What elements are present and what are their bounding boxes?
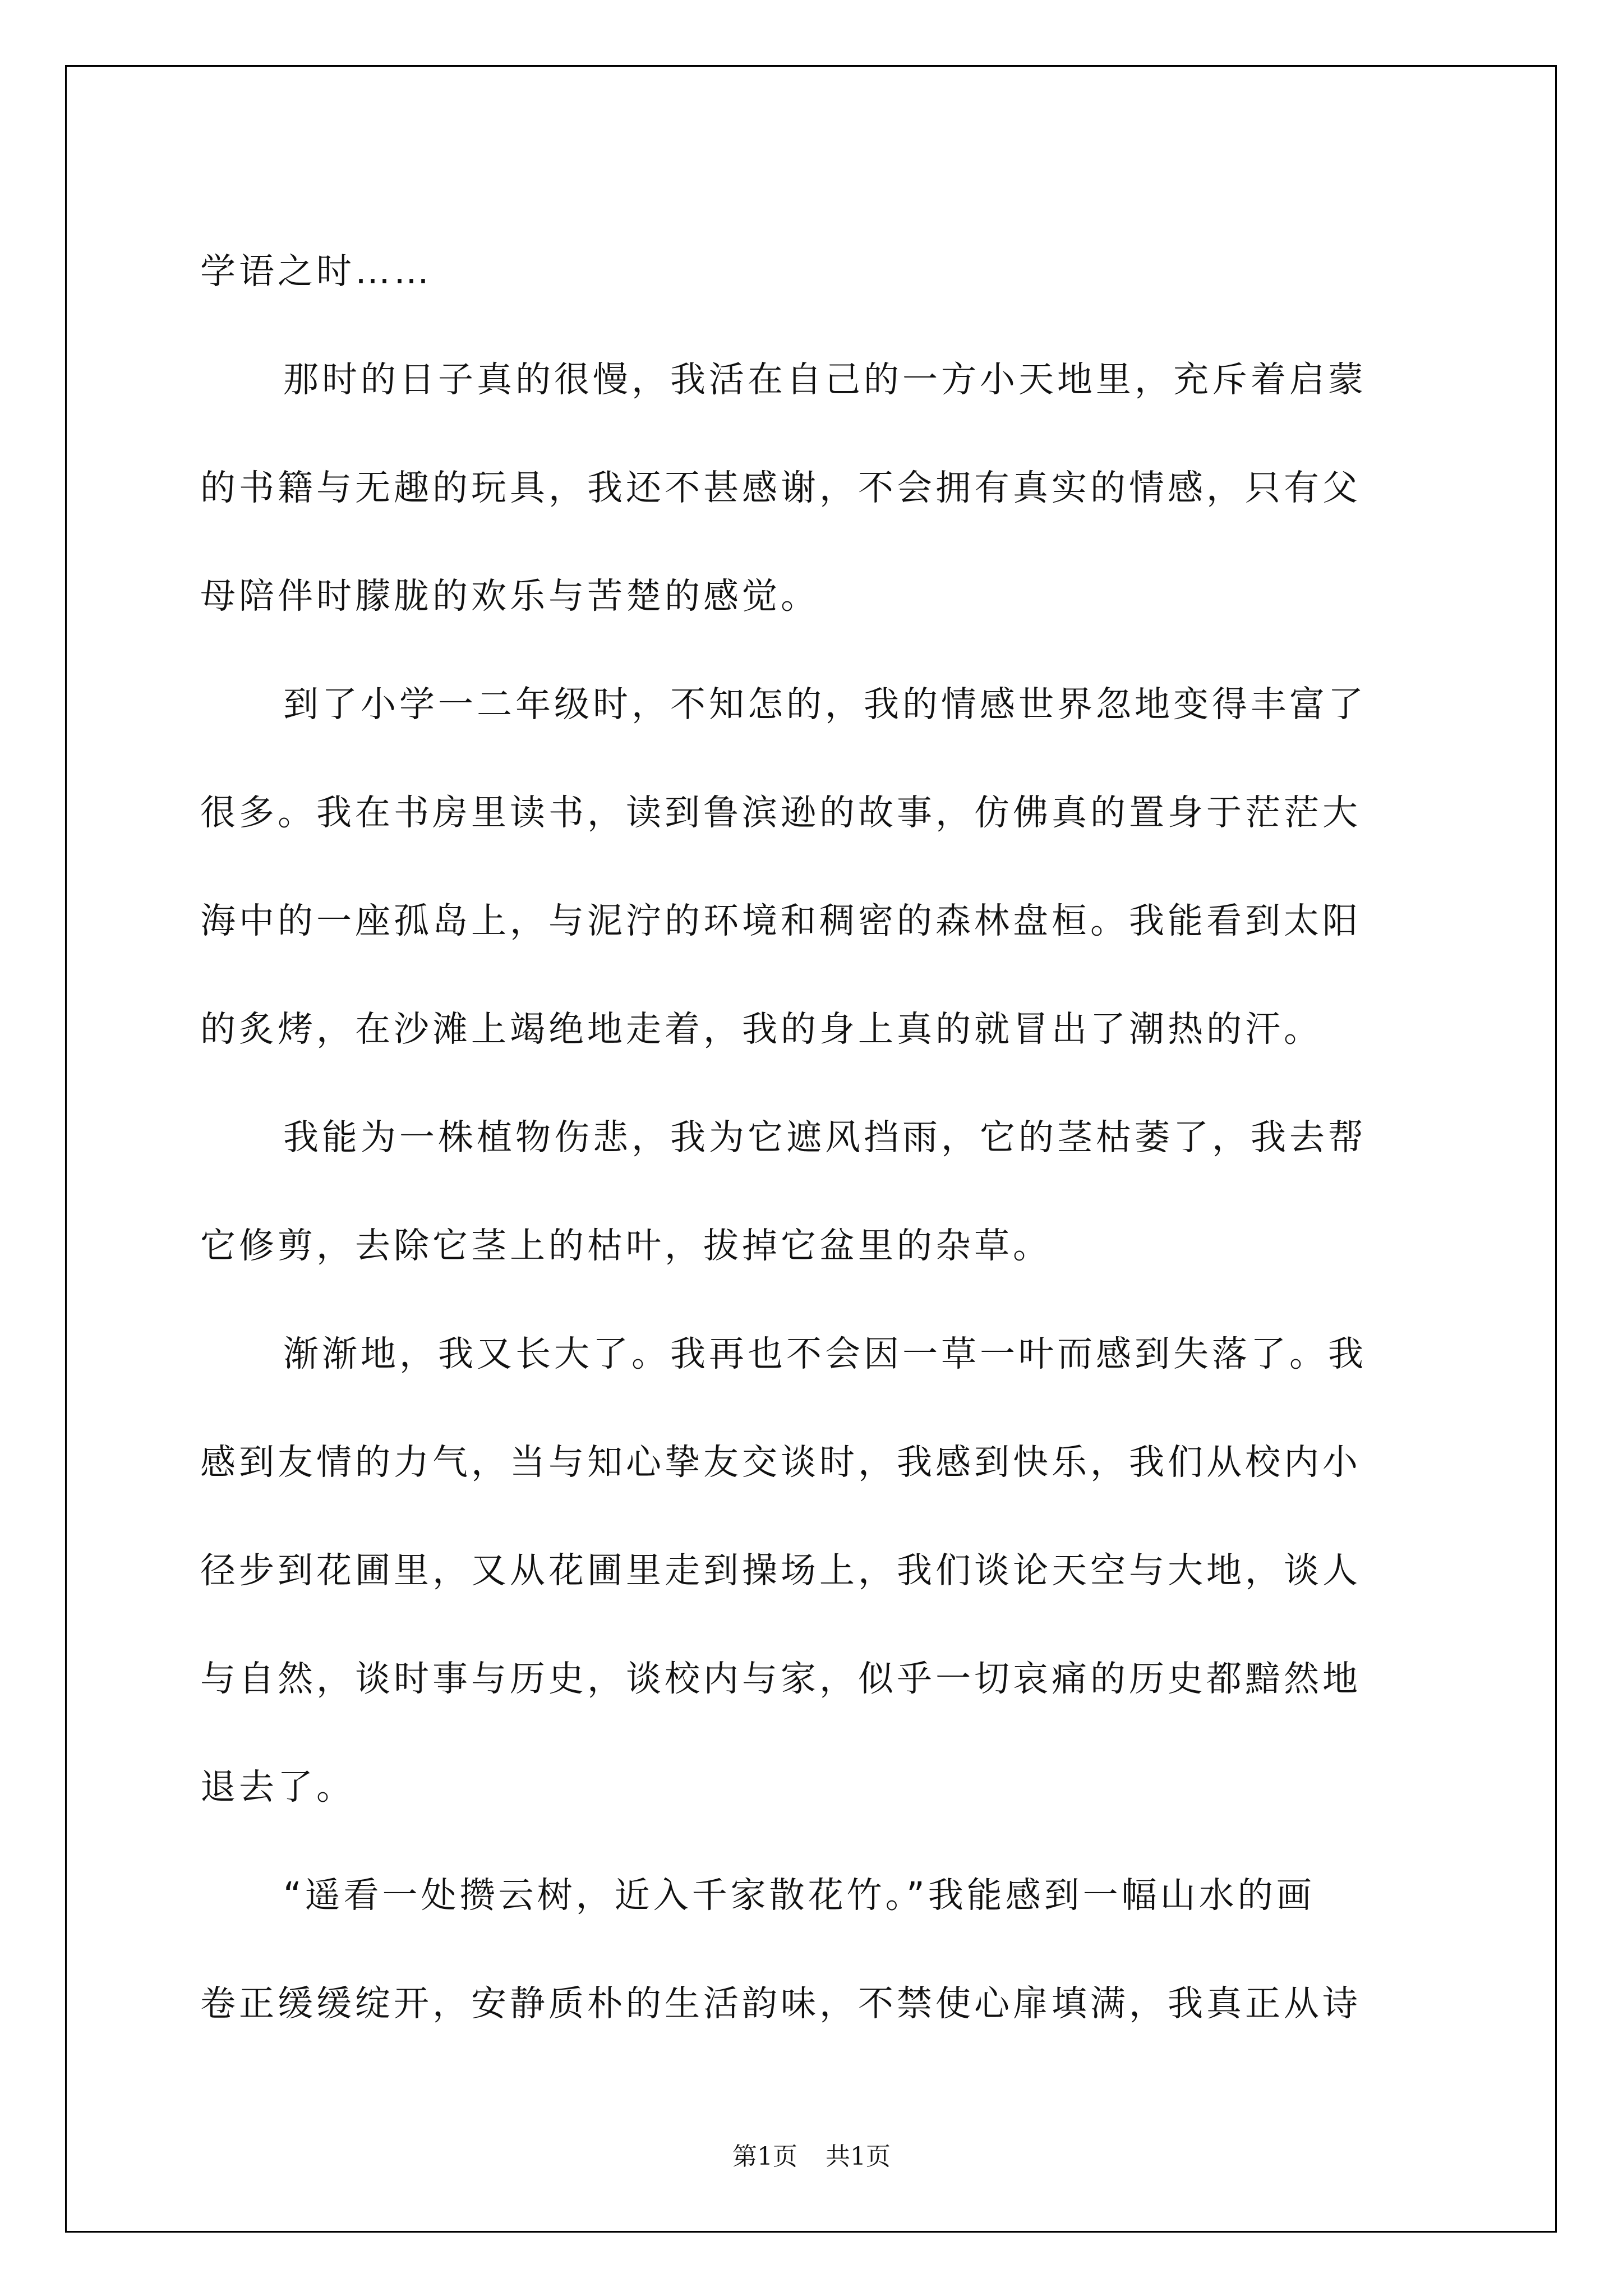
text-line: 退去了。 (200, 1766, 355, 1807)
text-line: 母陪伴时朦胧的欢乐与苦楚的感觉。 (200, 576, 819, 616)
text-line: 的炙烤，在沙滩上竭绝地走着，我的身上真的就冒出了潮热的汗。 (200, 1009, 1322, 1050)
page-footer (0, 2136, 1623, 2172)
page-number: 第1页 (732, 2142, 797, 2171)
text-line: 它修剪，去除它茎上的枯叶，拔掉它盆里的杂草。 (200, 1225, 1052, 1266)
text-line: 很多。我在书房里读书，读到鲁滨逊的故事，仿佛真的置身于茫茫大 (200, 792, 1361, 833)
text-line: 渐渐地，我又长大了。我再也不会因一草一叶而感到失落了。我 (283, 1333, 1367, 1374)
text-line: 学语之时…… (200, 251, 432, 292)
text-line: 我能为一株植物伤悲，我为它遮风挡雨，它的茎枯萎了，我去帮 (283, 1117, 1367, 1158)
document-body (200, 217, 1434, 2058)
text-line: 到了小学一二年级时，不知怎的，我的情感世界忽地变得丰富了 (283, 684, 1367, 725)
text-line: 海中的一座孤岛上，与泥泞的环境和稠密的森林盘桓。我能看到太阳 (200, 900, 1361, 941)
text-line: 与自然，谈时事与历史，谈校内与家，似乎一切哀痛的历史都黯然地 (200, 1658, 1361, 1699)
text-line: 的书籍与无趣的玩具，我还不甚感谢，不会拥有真实的情感，只有父 (200, 467, 1361, 508)
text-line: 卷正缓缓绽开，安静质朴的生活韵味，不禁使心扉填满，我真正从诗 (200, 1983, 1361, 2024)
text-line: 那时的日子真的很慢，我活在自己的一方小天地里，充斥着启蒙 (283, 359, 1367, 400)
text-line: 径步到花圃里，又从花圃里走到操场上，我们谈论天空与大地，谈人 (200, 1550, 1361, 1591)
page-total: 共1页 (826, 2142, 891, 2171)
text-line: 感到友情的力气，当与知心挚友交谈时，我感到快乐，我们从校内小 (200, 1442, 1361, 1483)
text-line: “遥看一处攒云树，近入千家散花竹。”我能感到一幅山水的画 (283, 1875, 1315, 1916)
